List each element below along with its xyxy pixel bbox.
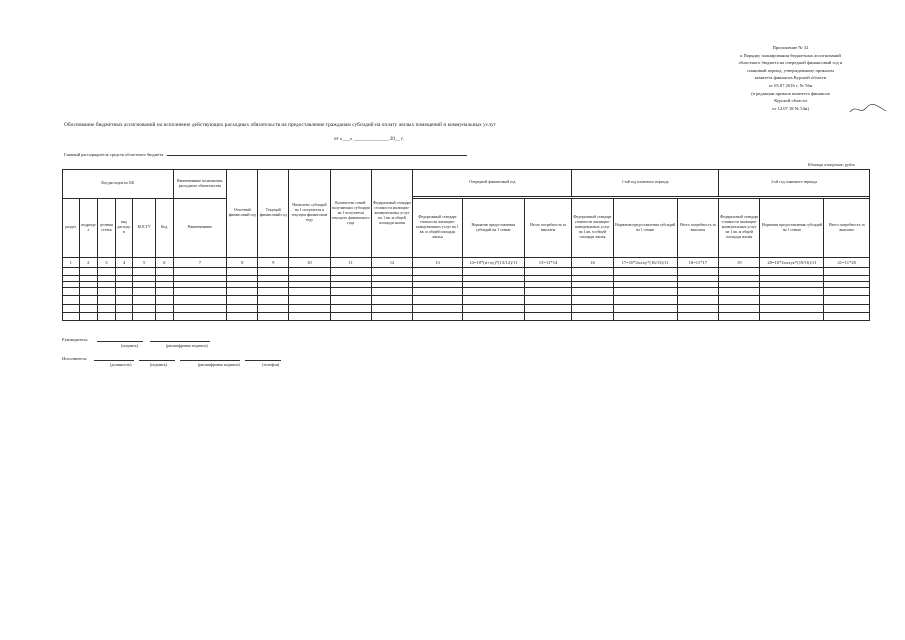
table-cell — [572, 296, 613, 304]
table-cell — [289, 267, 330, 275]
subheader-kosgu: КОСГУ — [133, 198, 156, 257]
subheader-norm-3: Норматив предоставления субсидий на 1 семью — [760, 198, 824, 257]
column-number: 4 — [115, 257, 133, 267]
table-cell — [258, 304, 289, 312]
column-number: 20=10*2xxxyz*(19/16)/11 — [760, 257, 824, 267]
header-fed-standard: Федеральный стандарт стоимости жилищно-коммунальных услуг на 1 кв. м общей площади жилья — [371, 170, 412, 258]
appendix-line: областного бюджета на очередной финансовый год и — [738, 60, 843, 66]
table-cell — [227, 267, 258, 275]
table-cell — [330, 288, 371, 296]
table-cell — [613, 296, 677, 304]
appendix-line: к Порядку планирования бюджетных ассигнований — [740, 52, 841, 58]
table-cell — [79, 312, 98, 320]
table-cell — [760, 288, 824, 296]
table-cell — [289, 296, 330, 304]
table-cell — [289, 312, 330, 320]
header-current-year: Текущий финансовый год — [258, 170, 289, 258]
table-cell — [63, 267, 80, 275]
table-cell — [371, 288, 412, 296]
appendix-line: от 12.07.18 № 54н) — [772, 105, 809, 111]
table-cell — [63, 312, 80, 320]
fill-line — [167, 151, 467, 156]
head-signature-block — [62, 337, 210, 342]
head-label: Руководитель — [62, 337, 88, 342]
subheader-norm-2: Норматив предоставления субсидий на 1 семью — [613, 198, 677, 257]
table-cell — [719, 304, 760, 312]
column-number: 18=11*17 — [677, 257, 718, 267]
table-cell — [371, 304, 412, 312]
table-cell — [462, 312, 524, 320]
subheader-norm-1: Норматив предоставления субсидий на 1 семью — [462, 198, 524, 257]
header-recipients: Количество семей, получающих субсидии на 1 получателя текущего финансового года — [330, 170, 371, 258]
table-row — [63, 304, 870, 312]
table-cell — [613, 288, 677, 296]
header-report-year: Отчетный финансовый год — [227, 170, 258, 258]
header-bk: Код расходов по БК — [63, 170, 174, 199]
caption-signature: (подпись) — [121, 343, 138, 348]
table-cell — [371, 312, 412, 320]
table-cell — [63, 296, 80, 304]
appendix-line: Курской области — [774, 98, 807, 104]
table-cell — [462, 267, 524, 275]
table-cell — [677, 288, 718, 296]
table-cell — [155, 304, 173, 312]
column-number: 15=11*14 — [524, 257, 572, 267]
table-cell — [413, 267, 463, 275]
table-row — [63, 267, 870, 275]
table-cell — [98, 304, 116, 312]
table-cell — [824, 312, 870, 320]
column-number: 12 — [371, 257, 412, 267]
table-cell — [824, 296, 870, 304]
table-cell — [677, 304, 718, 312]
caption-phone: (телефон) — [262, 362, 280, 367]
subheader-code: Код — [155, 198, 173, 257]
table-cell — [613, 267, 677, 275]
table-cell — [258, 296, 289, 304]
table-cell — [760, 304, 824, 312]
table-cell — [63, 304, 80, 312]
column-number: 11 — [330, 257, 371, 267]
subheader-std-2: Федеральный стандарт стоимости жилищно-коммунальных услуг на 1 кв. м общей площади жилья — [572, 198, 613, 257]
subheader-name: Наименование — [173, 198, 227, 257]
table-cell — [824, 267, 870, 275]
table-cell — [173, 304, 227, 312]
table-cell — [133, 304, 156, 312]
table-cell — [760, 267, 824, 275]
table-cell — [330, 267, 371, 275]
table-cell — [133, 267, 156, 275]
header-plan-year-1: 1-ый год планового периода — [572, 170, 719, 197]
table-cell — [289, 304, 330, 312]
budget-holder-line — [64, 151, 467, 157]
table-cell — [173, 296, 227, 304]
appendix-line: плановый период, утвержденному приказом — [747, 67, 834, 73]
table-cell — [413, 296, 463, 304]
table-cell — [173, 288, 227, 296]
table-cell — [258, 312, 289, 320]
caption-decoding: (расшифровка подписи) — [198, 362, 240, 367]
table-cell — [98, 312, 116, 320]
table-cell — [227, 312, 258, 320]
subheader-std-1: Федеральный стандарт стоимости жилищно-коммунальных услуг на 1 кв. м общей площади жилья — [413, 198, 463, 257]
column-number: 8 — [227, 257, 258, 267]
table-cell — [572, 288, 613, 296]
table-cell — [677, 267, 718, 275]
subheader-subsection: подраздел — [79, 198, 98, 257]
table-cell — [98, 267, 116, 275]
appendix-line: Приложение № 32 — [772, 45, 809, 50]
table-cell — [413, 288, 463, 296]
table-cell — [677, 296, 718, 304]
table-cell — [572, 312, 613, 320]
table-cell — [289, 288, 330, 296]
date-line: от «___» ______________ 20__ г. — [334, 137, 404, 142]
column-number: 1 — [63, 257, 80, 267]
table-cell — [677, 312, 718, 320]
subheader-need-2: Итого потребность за выплаты — [677, 198, 718, 257]
header-plan-year-2: 2-ой год планового периода — [719, 170, 870, 197]
column-number: 13 — [413, 257, 463, 267]
column-number: 3 — [98, 257, 116, 267]
table-cell — [133, 288, 156, 296]
table-cell — [155, 288, 173, 296]
caption-position: (должность) — [110, 362, 132, 367]
column-number: 2 — [79, 257, 98, 267]
caption-decoding: (расшифровка подписи) — [166, 343, 208, 348]
signature-line — [245, 356, 281, 361]
empty-rows — [63, 267, 870, 320]
table-cell — [115, 288, 133, 296]
table-cell — [524, 312, 572, 320]
table-cell — [115, 304, 133, 312]
table-cell — [413, 304, 463, 312]
table-row — [63, 288, 870, 296]
column-number: 16 — [572, 257, 613, 267]
table-cell — [155, 296, 173, 304]
table-cell — [371, 267, 412, 275]
table-cell — [524, 267, 572, 275]
table-cell — [719, 267, 760, 275]
document-title: Обоснование бюджетных ассигнований на исполнение действующих расходных обязательств на предоставление гражданам субсидий на оплату жилых помещений и коммунальных услуг — [64, 122, 496, 128]
budget-holder-label: Главный распорядитель средств областного бюджета — [64, 152, 164, 157]
column-number: 19 — [719, 257, 760, 267]
table-cell — [79, 267, 98, 275]
table-cell — [330, 312, 371, 320]
table-cell — [155, 267, 173, 275]
header-next-year: Очередной финансовый год — [413, 170, 572, 197]
subheader-std-3: Федеральный стандарт стоимости жилищно-коммунальных услуг на 1 кв. м общей площади жилья — [719, 198, 760, 257]
appendix-line: (в редакции приказа комитета финансов — [751, 90, 830, 96]
subheader-need-3: Итого потребность за выплаты — [824, 198, 870, 257]
subheader-need-1: Итого потребность за выплаты — [524, 198, 572, 257]
table-cell — [79, 296, 98, 304]
table-cell — [719, 296, 760, 304]
column-number: 6 — [155, 257, 173, 267]
column-number: 5 — [133, 257, 156, 267]
table-cell — [613, 304, 677, 312]
signature-line — [97, 337, 143, 342]
column-number: 14=10*(n+xy)*(13/12)/11 — [462, 257, 524, 267]
table-cell — [462, 288, 524, 296]
table-cell — [79, 288, 98, 296]
header-obligation: Наименование полномочия, расходного обязательства — [173, 170, 227, 199]
table-cell — [719, 288, 760, 296]
table-cell — [524, 296, 572, 304]
handwritten-signature-icon — [848, 102, 888, 116]
appendix-line: комитета финансов Курской области — [754, 75, 827, 81]
table-cell — [227, 304, 258, 312]
table-cell — [133, 312, 156, 320]
subheader-target: целевая статья — [98, 198, 116, 257]
table-cell — [760, 296, 824, 304]
signature-line — [180, 356, 240, 361]
table-cell — [524, 304, 572, 312]
table-cell — [462, 304, 524, 312]
table-row — [63, 312, 870, 320]
table-cell — [98, 296, 116, 304]
table-cell — [524, 288, 572, 296]
table-cell — [227, 288, 258, 296]
table-cell — [613, 312, 677, 320]
table-cell — [115, 296, 133, 304]
column-number-row — [63, 257, 870, 267]
table-row — [63, 296, 870, 304]
table-cell — [63, 288, 80, 296]
table-cell — [572, 304, 613, 312]
caption-signature: (подпись) — [150, 362, 167, 367]
table-cell — [173, 267, 227, 275]
subheader-section: раздел — [63, 198, 80, 257]
column-number: 7 — [173, 257, 227, 267]
table-cell — [824, 304, 870, 312]
table-cell — [155, 312, 173, 320]
table-cell — [760, 312, 824, 320]
column-number: 21=11*20 — [824, 257, 870, 267]
appendix-line: от 05.07.2016 г. № 56н — [768, 82, 813, 88]
table-cell — [719, 312, 760, 320]
header-avg-subsidy: Начислено субсидий на 1 получателя в текущем финансовом году — [289, 170, 330, 258]
table-cell — [371, 296, 412, 304]
table-cell — [258, 288, 289, 296]
table-cell — [98, 288, 116, 296]
signature-line — [150, 337, 210, 342]
table-cell — [115, 312, 133, 320]
appendix-block — [698, 44, 883, 112]
column-number: 17=10*2xxxy*(16/13)/11 — [613, 257, 677, 267]
table-cell — [462, 296, 524, 304]
subheader-type: вид расходов — [115, 198, 133, 257]
table-cell — [572, 267, 613, 275]
table-cell — [133, 296, 156, 304]
column-number: 10 — [289, 257, 330, 267]
table-cell — [173, 312, 227, 320]
table-cell — [258, 267, 289, 275]
table-cell — [330, 304, 371, 312]
table-cell — [330, 296, 371, 304]
budget-table — [62, 169, 870, 321]
column-number: 9 — [258, 257, 289, 267]
table-cell — [115, 267, 133, 275]
executor-signature-block — [62, 356, 281, 361]
table-cell — [413, 312, 463, 320]
table-cell — [79, 304, 98, 312]
table-cell — [824, 288, 870, 296]
signature-line — [139, 356, 175, 361]
table-cell — [227, 296, 258, 304]
executor-label: Исполнитель — [62, 356, 87, 361]
signature-line — [94, 356, 134, 361]
unit-label: Единица измерения: рубли — [808, 162, 855, 167]
